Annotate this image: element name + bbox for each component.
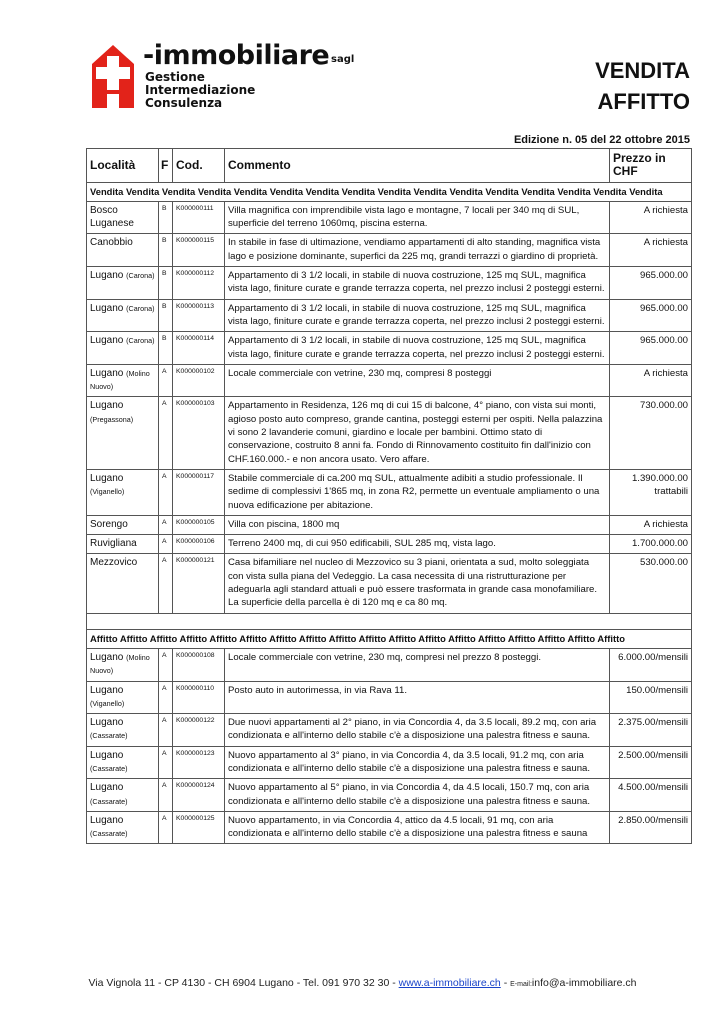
code-cell: K000000123	[173, 746, 225, 779]
location-name: Lugano	[90, 684, 124, 696]
location-district: (Pregassona)	[90, 414, 134, 424]
price-value: 2.500.00/mensili	[618, 749, 688, 761]
location-name: Lugano	[90, 717, 124, 729]
flag-cell: A	[159, 779, 173, 812]
code-cell: K000000111	[173, 201, 225, 234]
code-cell: K000000124	[173, 779, 225, 812]
price-cell	[610, 364, 692, 397]
table-row	[87, 681, 692, 714]
flag-cell: A	[159, 515, 173, 534]
location-cell	[87, 515, 159, 534]
price-cell	[610, 811, 692, 844]
location-name: Lugano	[90, 749, 124, 761]
email-address[interactable]: info@a-immobiliare.ch	[531, 977, 637, 989]
location-name: Sorengo	[90, 518, 128, 530]
swiss-cross-house-icon	[88, 42, 138, 110]
price-cell	[610, 746, 692, 779]
table-row	[87, 811, 692, 844]
code-cell: K000000113	[173, 299, 225, 332]
comment-cell: Villa magnifica con imprendibile vista lago e montagne, 7 locali per 340 mq di SUL, superficie del terreno 1060mq, piscina esterna.	[225, 201, 610, 234]
table-row	[87, 648, 692, 681]
location-cell	[87, 234, 159, 267]
table-row	[87, 234, 692, 267]
flag-cell: A	[159, 554, 173, 613]
location-cell	[87, 746, 159, 779]
table-row	[87, 714, 692, 747]
price-value: 2.850.00/mensili	[618, 814, 688, 826]
code-cell: K000000106	[173, 535, 225, 554]
flag-cell: A	[159, 811, 173, 844]
location-district: (Carona)	[126, 303, 155, 313]
comment-cell: Appartamento in Residenza, 126 mq di cui 15 di balcone, 4° piano, con vista sui monti, agioso posto auto compreso, grande cantina, posteggi esterni per ospiti. Nella palazzina vi sono 2 lavanderie comuni, giardino e locale per bambini. Ottimo stato di conservazione, costruito 8 anni fa. Fondo di Rinnovamento costituito fin dall'inizio con CHF.160.000.- e non ancora usato. Vero affare.	[225, 397, 610, 469]
price-cell	[610, 535, 692, 554]
footer	[0, 977, 725, 989]
table-row	[87, 299, 692, 332]
location-name: Bosco Luganese	[90, 204, 134, 230]
code-cell: K000000105	[173, 515, 225, 534]
location-name: Lugano	[90, 472, 124, 484]
price-value: 730.000.00	[639, 400, 688, 412]
comment-cell: Appartamento di 3 1/2 locali, in stabile di nuova costruzione, 125 mq SUL, magnifica vista lago, finiture curate e grande terrazza coperta, nel prezzo inclusi 2 posteggi esterni.	[225, 332, 610, 365]
comment-cell: Posto auto in autorimessa, in via Rava 11.	[225, 681, 610, 714]
location-district: (Molino Nuovo)	[90, 652, 150, 676]
spacer-cell	[87, 613, 692, 629]
price-cell	[610, 515, 692, 534]
price-value: 4.500.00/mensili	[618, 782, 688, 794]
location-cell	[87, 535, 159, 554]
location-name: Lugano	[90, 367, 124, 379]
comment-cell: Stabile commerciale di ca.200 mq SUL, attualmente adibiti a studio professionale. Il sedime di complessivi 1'865 mq, in zona R2, permette un eventuale ampliamento o una nuova edificazione per abitazione.	[225, 469, 610, 515]
code-cell: K000000102	[173, 364, 225, 397]
flag-cell: B	[159, 234, 173, 267]
flag-cell: A	[159, 681, 173, 714]
table-row	[87, 746, 692, 779]
price-value: 2.375.00/mensili	[618, 717, 688, 729]
price-value: A richiesta	[643, 204, 688, 216]
edition-label: Edizione n. 05 del 22 ottobre 2015	[513, 134, 690, 146]
code-cell: K000000110	[173, 681, 225, 714]
location-district: (Viganello)	[90, 487, 125, 497]
heading-rent: AFFITTO	[597, 89, 690, 114]
spacer-row	[87, 613, 692, 629]
header-location: Località	[87, 149, 159, 183]
price-cell	[610, 648, 692, 681]
email-label: E-mail:	[510, 981, 532, 988]
comment-cell: Villa con piscina, 1800 mq	[225, 515, 610, 534]
price-value: 530.000.00	[639, 557, 688, 569]
location-name: Lugano	[90, 782, 124, 794]
table-row	[87, 554, 692, 613]
location-district: (Cassarate)	[90, 763, 128, 773]
code-cell: K000000114	[173, 332, 225, 365]
code-cell: K000000117	[173, 469, 225, 515]
table-row	[87, 267, 692, 300]
table-row	[87, 397, 692, 469]
price-value: 150.00/mensili	[626, 684, 688, 696]
location-name: Canobbio	[90, 237, 133, 249]
location-district: (Cassarate)	[90, 731, 128, 741]
location-cell	[87, 469, 159, 515]
location-district: (Viganello)	[90, 698, 125, 708]
section-label-rent: Affitto Affitto Affitto Affitto Affitto Affitto Affitto Affitto Affitto Affitto Affitto Affitto Affitto Affitto Affitto Affitto Affitto Affitto	[87, 629, 692, 648]
section-label-sale: Vendita Vendita Vendita Vendita Vendita Vendita Vendita Vendita Vendita Vendita Vendita Vendita Vendita Vendita Vendita Vendita	[87, 182, 692, 201]
table-row	[87, 469, 692, 515]
location-cell	[87, 201, 159, 234]
comment-cell: Appartamento di 3 1/2 locali, in stabile di nuova costruzione, 125 mq SUL, magnifica vista lago, finiture curate e grande terrazza coperta, nel prezzo inclusi 2 posteggi esterni.	[225, 299, 610, 332]
flag-cell: B	[159, 201, 173, 234]
location-district: (Carona)	[126, 336, 155, 346]
price-cell	[610, 299, 692, 332]
comment-cell: Locale commerciale con vetrine, 230 mq, compresi 8 posteggi	[225, 364, 610, 397]
price-value: A richiesta	[643, 518, 688, 530]
location-name: Lugano	[90, 302, 124, 314]
flag-cell: A	[159, 364, 173, 397]
location-name: Lugano	[90, 814, 124, 826]
flag-cell: A	[159, 648, 173, 681]
table-row	[87, 515, 692, 534]
flag-cell: A	[159, 714, 173, 747]
table-row	[87, 364, 692, 397]
comment-cell: Nuovo appartamento al 5° piano, in via Concordia 4, da 4.5 locali, 150.7 mq, con aria condizionata e all'interno dello stabile c'è a disposizione una palestra fitness e sauna.	[225, 779, 610, 812]
location-name: Lugano	[90, 335, 124, 347]
comment-cell: Nuovo appartamento, in via Concordia 4, attico da 4.5 locali, 91 mq, con aria condizionata e all'interno dello stabile c'è a disposizione una palestra fitness e sauna	[225, 811, 610, 844]
section-row-rent	[87, 629, 692, 648]
brand-name: -immobiliare	[143, 40, 330, 71]
location-cell	[87, 779, 159, 812]
comment-cell: Terreno 2400 mq, di cui 950 edificabili, SUL 285 mq, vista lago.	[225, 535, 610, 554]
price-value: A richiesta	[643, 237, 688, 249]
price-cell	[610, 234, 692, 267]
tagline-line: Gestione	[145, 70, 205, 84]
company-logo	[88, 42, 388, 114]
document-heading	[595, 55, 690, 117]
flag-cell: A	[159, 469, 173, 515]
location-cell	[87, 648, 159, 681]
location-name: Lugano	[90, 651, 124, 663]
code-cell: K000000122	[173, 714, 225, 747]
tagline-line: Consulenza	[145, 96, 223, 110]
table-row	[87, 535, 692, 554]
website-link[interactable]: www.a-immobiliare.ch	[398, 977, 501, 989]
property-listing-table	[86, 148, 692, 844]
code-cell: K000000112	[173, 267, 225, 300]
location-name: Lugano	[90, 400, 124, 412]
location-cell	[87, 364, 159, 397]
comment-cell: Casa bifamiliare nel nucleo di Mezzovico su 3 piani, orientata a sud, molto soleggiata con vista sulla piana del Vedeggio. La casa necessita di una ristrutturazione per adeguarla agli standard attuali e può essere trasformata in grande casa monofamiliare. La superficie della parcella è di 120 mq e ca 80 mq.	[225, 554, 610, 613]
header-price: Prezzo in CHF	[610, 149, 692, 183]
location-district: (Cassarate)	[90, 796, 128, 806]
price-cell	[610, 201, 692, 234]
header-comment: Commento	[225, 149, 610, 183]
location-cell	[87, 714, 159, 747]
price-cell	[610, 267, 692, 300]
table-header-row	[87, 149, 692, 183]
footer-address: Via Vignola 11 - CP 4130 - CH 6904 Lugano - Tel. 091 970 32 30 -	[88, 977, 396, 989]
comment-cell: Locale commerciale con vetrine, 230 mq, compresi nel prezzo 8 posteggi.	[225, 648, 610, 681]
tagline-line: Intermediazione	[145, 83, 256, 97]
table-row	[87, 332, 692, 365]
flag-cell: A	[159, 535, 173, 554]
location-cell	[87, 267, 159, 300]
price-cell	[610, 681, 692, 714]
footer-separator: -	[503, 977, 508, 989]
code-cell: K000000108	[173, 648, 225, 681]
code-cell: K000000115	[173, 234, 225, 267]
location-cell	[87, 397, 159, 469]
price-value: 1.700.000.00	[631, 538, 688, 550]
comment-cell: Nuovo appartamento al 3° piano, in via Concordia 4, da 3.5 locali, 91.2 mq, con aria condizionata e all'interno dello stabile c'è a disposizione una palestra fitness e sauna.	[225, 746, 610, 779]
code-cell: K000000125	[173, 811, 225, 844]
price-value: A richiesta	[643, 367, 688, 379]
location-district: (Molino Nuovo)	[90, 368, 150, 392]
comment-cell: Due nuovi appartamenti al 2° piano, in via Concordia 4, da 3.5 locali, 89.2 mq, con aria condizionata e all'interno dello stabile c'è a disposizione una palestra fitness e sauna.	[225, 714, 610, 747]
location-cell	[87, 681, 159, 714]
location-cell	[87, 811, 159, 844]
price-value: 965.000.00	[639, 270, 688, 282]
price-cell	[610, 397, 692, 469]
price-cell	[610, 554, 692, 613]
price-note: trattabili	[654, 486, 688, 498]
header-flag: F	[159, 149, 173, 183]
price-cell	[610, 469, 692, 515]
flag-cell: B	[159, 299, 173, 332]
location-district: (Carona)	[126, 271, 155, 281]
price-value: 6.000.00/mensili	[618, 651, 688, 663]
flag-cell: A	[159, 746, 173, 779]
location-cell	[87, 332, 159, 365]
price-value: 965.000.00	[639, 302, 688, 314]
header-code: Cod.	[173, 149, 225, 183]
comment-cell: In stabile in fase di ultimazione, vendiamo appartamenti di alto standing, magnifica vista lago e posizione dominante, superfici da 225 mq, grandi terrazzi o giardino di proprietà.	[225, 234, 610, 267]
location-cell	[87, 554, 159, 613]
tagline	[145, 71, 255, 110]
flag-cell: A	[159, 397, 173, 469]
comment-cell: Appartamento di 3 1/2 locali, in stabile di nuova costruzione, 125 mq SUL, magnifica vista lago, finiture curate e grande terrazza coperta, nel prezzo inclusi 2 posteggi esterni.	[225, 267, 610, 300]
price-value: 1.390.000.00	[631, 472, 688, 484]
table-row	[87, 779, 692, 812]
location-name: Lugano	[90, 270, 124, 282]
location-cell	[87, 299, 159, 332]
price-cell	[610, 714, 692, 747]
flag-cell: B	[159, 267, 173, 300]
price-cell	[610, 779, 692, 812]
flag-cell: B	[159, 332, 173, 365]
brand-suffix: sagl	[331, 54, 355, 65]
table-row	[87, 201, 692, 234]
location-name: Mezzovico	[90, 557, 138, 569]
section-row-sale	[87, 182, 692, 201]
location-district: (Cassarate)	[90, 829, 128, 839]
code-cell: K000000103	[173, 397, 225, 469]
price-value: 965.000.00	[639, 335, 688, 347]
location-name: Ruvigliana	[90, 538, 137, 550]
heading-sale: VENDITA	[595, 58, 690, 83]
price-cell	[610, 332, 692, 365]
code-cell: K000000121	[173, 554, 225, 613]
